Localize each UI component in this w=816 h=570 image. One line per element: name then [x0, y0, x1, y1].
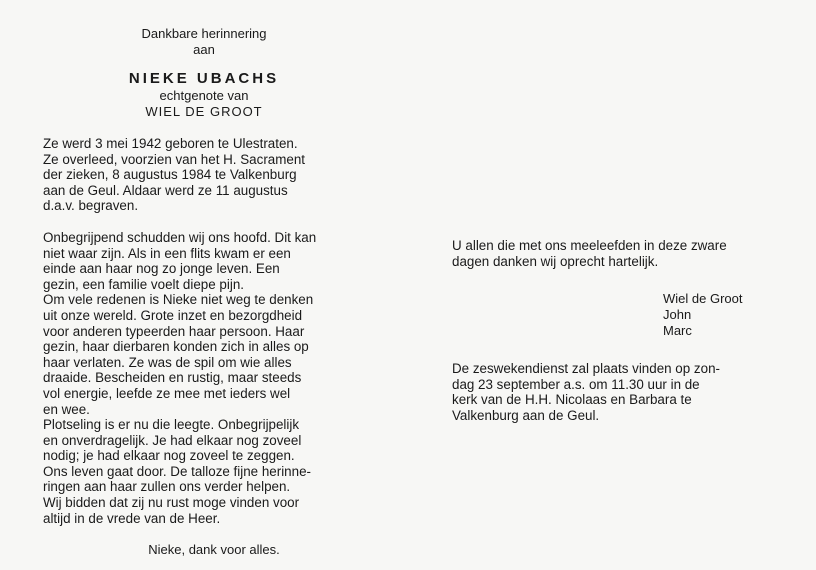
- tribute-line: en onverdragelijk. Je had elkaar nog zoveel: [43, 432, 302, 448]
- spouse-name: WIEL DE GROOT: [145, 104, 263, 119]
- left-panel: [43, 26, 365, 557]
- tribute-line: nodig; je had elkaar nog zoveel te zeggen.: [43, 448, 295, 464]
- signer-name: Wiel de Groot: [663, 291, 743, 307]
- tribute-line: haar verlaten. Ze was de spil om wie alles: [43, 354, 292, 370]
- closing-line: Nieke, dank voor alles.: [148, 542, 280, 558]
- deceased-name: NIEKE UBACHS: [128, 70, 280, 87]
- tribute-line: ringen aan haar zullen ons verder helpen.: [43, 479, 291, 495]
- tribute-line: Wij bidden dat zij nu rust moge vinden voor: [43, 495, 300, 511]
- relation-text: echtgenote van: [159, 88, 249, 103]
- thanks-paragraph: [452, 238, 782, 269]
- tribute-line: draaide. Bescheiden en rustig, maar steeds: [43, 370, 302, 386]
- tribute-line: niet waar zijn. Als in een flits kwam er een: [43, 245, 291, 261]
- service-line: kerk van de H.H. Nicolaas en Barbara te: [452, 392, 692, 408]
- thanks-line: dagen danken wij oprecht hartelijk.: [452, 253, 659, 269]
- tribute-line: Om vele redenen is Nieke niet weg te denken: [43, 292, 314, 308]
- bio-line: d.a.v. begraven.: [43, 198, 139, 214]
- tribute-line: Onbegrijpend schudden wij ons hoofd. Dit kan: [43, 229, 317, 245]
- heading-line-2: aan: [193, 42, 215, 57]
- bio-line: Ze werd 3 mei 1942 geboren te Ulestraten.: [43, 136, 298, 151]
- signer-name: Marc: [663, 323, 692, 339]
- service-paragraph: [452, 361, 782, 423]
- service-line: dag 23 september a.s. om 11.30 uur in de: [452, 376, 700, 392]
- thanks-line: U allen die met ons meeleefden in deze zware: [452, 238, 727, 253]
- signer-name: John: [663, 307, 692, 323]
- right-panel: [452, 238, 782, 424]
- tribute-line: voor anderen typeerden haar persoon. Haar: [43, 323, 305, 339]
- tribute-paragraph: [43, 230, 365, 526]
- tribute-line: vol energie, leefde ze mee met ieders wel: [43, 385, 291, 401]
- tribute-line: gezin, een familie voelt diepe pijn.: [43, 276, 244, 292]
- heading-line-1: Dankbare herinnering: [141, 26, 267, 41]
- tribute-line: Plotseling is er nu die leegte. Onbegrijpelijk: [43, 417, 300, 433]
- bio-line: Ze overleed, voorzien van het H. Sacrament: [43, 151, 305, 167]
- biography-paragraph: [43, 136, 365, 214]
- tribute-line: altijd in de vrede van de Heer.: [43, 510, 221, 526]
- tribute-line: en wee.: [43, 401, 90, 417]
- tribute-line: gezin, haar dierbaren konden zich in alles op: [43, 339, 309, 355]
- service-line: De zeswekendienst zal plaats vinden op zon-: [452, 361, 720, 377]
- service-line: Valkenburg aan de Geul.: [452, 407, 600, 423]
- tribute-line: uit onze wereld. Grote inzet en bezorgdheid: [43, 307, 303, 323]
- tribute-line: Ons leven gaat door. De talloze fijne herinne-: [43, 463, 311, 479]
- bio-line: aan de Geul. Aldaar werd ze 11 augustus: [43, 182, 288, 198]
- bio-line: der zieken, 8 augustus 1984 te Valkenburg: [43, 167, 297, 183]
- tribute-line: einde aan haar nog zo jonge leven. Een: [43, 261, 280, 277]
- signers-list: [663, 291, 782, 339]
